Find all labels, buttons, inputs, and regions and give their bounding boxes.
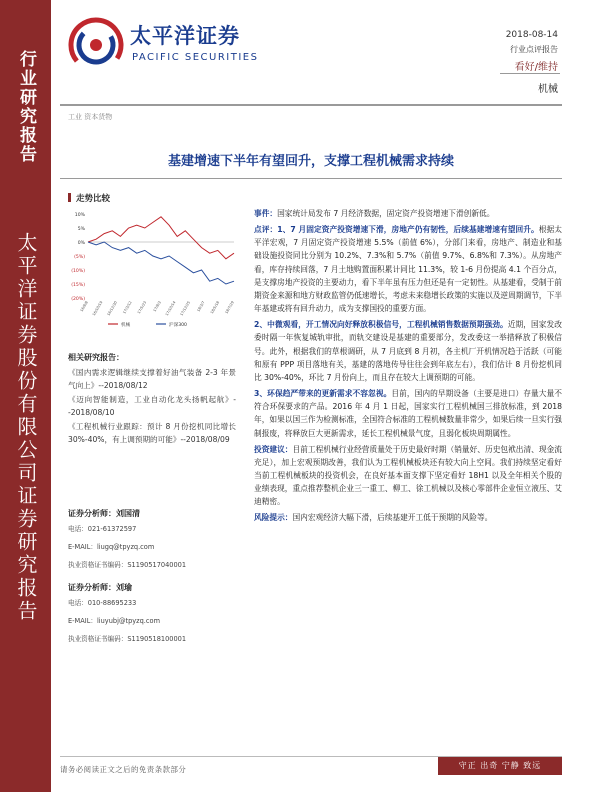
analyst-license: 执业资格证书编码：S1190517040001 bbox=[68, 561, 187, 569]
brand-logo bbox=[68, 14, 258, 76]
related-title: 《国内需求逻辑继续支撑着好油气装备 2-3 年景气向上》 bbox=[68, 368, 236, 390]
company-motto: 守正 出奇 宁静 致远 bbox=[438, 757, 562, 775]
title-divider bbox=[60, 178, 562, 179]
analyst-email[interactable]: E-MAIL：liugq@tpyzq.com bbox=[68, 543, 155, 551]
series-line bbox=[88, 242, 234, 284]
point1-text: 根据太平洋宏观，7 月固定资产投资增速 5.5%（前值 6%），分部门来看，房地产、制造业和基础设施投资同比分别为 10.2%、7.3%和 5.7%（前值 9.7%、6.8%和 7.3%）。从房地产看，库存持续回落，7 月土地购置面积累计同比 11.3%，较 1-6 月份提高 4.1 个百分点，是支撑房地产投资的主要动力，看下半年虽有压力但还是有一定韧性。从基建看，受制于前期资金来源和地方财政监管仍低速增长，考虑未来稳增长政策的实施以及逆周期调节，下半年基建或将有回升动力，成为支撑国投的重要方面。 bbox=[254, 225, 562, 314]
report-type: 行业点评报告 bbox=[510, 45, 558, 54]
related-item[interactable] bbox=[68, 393, 236, 419]
x-tick-label: 18/7/29 bbox=[224, 300, 235, 315]
y-tick-label: 10% bbox=[74, 213, 85, 218]
analyst-card bbox=[68, 508, 238, 579]
point2-text: 近期，国家发改委时隔一年恢复城轨审批，而轨交建设是基建的重要部分，发改委这一举措释放了积极信号。此外，根据我们的草根调研，从 7 月底到 8 月初，各主机厂开机情况趋于活跃（可能和原有 PPP 项目落地有关，基建的落地传导往往会到年底左右），我们估计 8 月份挖机同比 30%-40%，环比 7 月份向上，而且存在较大上调预期的可能。 bbox=[254, 320, 562, 382]
rating: 看好/维持 bbox=[514, 62, 558, 73]
x-tick-label: 17/5/23 bbox=[136, 300, 148, 315]
logo-mark-icon bbox=[68, 14, 128, 74]
heading-marker bbox=[68, 193, 71, 202]
related-item[interactable] bbox=[68, 366, 236, 392]
x-tick-label: 17/12/25 bbox=[179, 300, 192, 317]
trend-chart bbox=[68, 206, 238, 331]
header-divider bbox=[500, 73, 560, 74]
related-item[interactable] bbox=[68, 420, 236, 446]
advice-paragraph bbox=[254, 443, 562, 509]
analyst-phone: 电话：010-88695233 bbox=[68, 599, 137, 607]
point1-label: 点评： bbox=[254, 225, 278, 235]
point3-heading: 3、环保趋严带来的更新需求不容忽视。 bbox=[254, 389, 392, 399]
analyst-card bbox=[68, 582, 238, 653]
related-heading: 相关研究报告： bbox=[68, 353, 124, 362]
y-tick-label: (20%) bbox=[71, 297, 85, 302]
chart-heading-text: 走势比较 bbox=[76, 194, 111, 204]
event-paragraph bbox=[254, 207, 562, 220]
top-divider bbox=[60, 104, 562, 106]
risk-text: 国内宏观经济大幅下滑，后续基建开工低于预期的风险等。 bbox=[292, 513, 493, 523]
point2-paragraph bbox=[254, 318, 562, 384]
analyst-email[interactable]: E-MAIL：liuyubj@tpyzq.com bbox=[68, 617, 160, 625]
event-label: 事件： bbox=[254, 209, 278, 218]
sidebar bbox=[0, 0, 51, 792]
report-title: 基建增速下半年有望回升，支撑工程机械需求持续 bbox=[167, 154, 454, 169]
point3-paragraph bbox=[254, 387, 562, 440]
x-tick-label: 18/5/18 bbox=[209, 300, 221, 315]
company-name-vertical: 太平洋证券股份有限公司证券研究报告 bbox=[14, 232, 38, 623]
analyst-license: 执业资格证书编码：S1190518100001 bbox=[68, 635, 187, 643]
risk-label: 风险提示： bbox=[254, 513, 293, 523]
related-date: --2018/08/09 bbox=[180, 435, 230, 444]
point1-paragraph bbox=[254, 223, 562, 315]
legend-label: 机械 bbox=[121, 322, 131, 328]
related-title: 《工程机械行业跟踪：预计 8 月份挖机同比增长 30%-40%，有上调预期的可能》 bbox=[68, 422, 236, 444]
related-list bbox=[68, 366, 236, 447]
event-text: 国家统计局发布 7 月经济数据，固定资产投资增速下滑创新低。 bbox=[277, 209, 495, 218]
advice-label: 投资建议： bbox=[254, 444, 293, 454]
logo-name-en: PACIFIC SECURITIES bbox=[132, 52, 259, 63]
related-title: 《迈向智能制造，工业自动化龙头扬帆起航》 bbox=[68, 395, 234, 404]
advice-text: 目前工程机械行业经营质量处于历史最好时期（销量好、历史包袱出清、现金流充足），加上宏观预期改善，我们认为工程机械板块还有较大向上空间。我们持续坚定看好当前工程机械板块的投资机会，在良好基本面支撑下坚定看好 18H1 以及全年相关个股的业绩表现，重点推荐整机企业三一重工、柳工、徐工机械以及核心零部件企业恒立液压、艾迪精密。 bbox=[254, 444, 562, 507]
analyst-name: 证券分析师：刘国清 bbox=[68, 509, 140, 518]
legend-label: 沪深300 bbox=[169, 322, 187, 328]
point1-heading: 1、7 月固定资产投资增速下滑，房地产仍有韧性，后续基建增速有望回升。 bbox=[277, 225, 539, 235]
logo-name-cn: 太平洋证券 bbox=[130, 24, 240, 48]
analyst-phone: 电话：021-61372597 bbox=[68, 525, 137, 533]
x-tick-label: 17/10/14 bbox=[164, 300, 177, 317]
y-tick-label: 5% bbox=[77, 227, 85, 232]
report-date: 2018-08-14 bbox=[505, 30, 558, 40]
x-tick-label: 18/3/7 bbox=[196, 300, 206, 313]
point3-text: 目前，国内的早期设备（主要是进口）存量大量不符合环保要求的产品。2016 年 4 月 1 日起，国家实行工程机械国三排放标准，到 2018 年，如果以国三作为检测标准，全国符合标准的工程机械数量非常少，如果后续一旦实行强制报废，将释放巨大更新需求，延长工程机械景气度，且弱化板块周期属性。 bbox=[254, 389, 562, 438]
y-tick-label: (5%) bbox=[74, 255, 85, 260]
x-tick-label: 17/3/12 bbox=[122, 300, 133, 315]
series-line bbox=[88, 217, 234, 259]
x-tick-label: 16/8/8 bbox=[79, 300, 89, 313]
x-tick-label: 16/12/30 bbox=[106, 300, 119, 317]
point2-heading: 2、中微观看，开工情况向好释放积极信号，工程机械销售数据预期强劲。 bbox=[254, 320, 508, 330]
x-tick-label: 16/10/19 bbox=[91, 300, 104, 317]
analyst-name: 证券分析师：刘瑜 bbox=[68, 583, 132, 592]
related-date: --2018/08/12 bbox=[98, 381, 148, 390]
related-date: --2018/08/10 bbox=[68, 395, 236, 417]
y-tick-label: (15%) bbox=[71, 283, 85, 288]
y-tick-label: 0% bbox=[77, 241, 85, 246]
chart-heading bbox=[68, 192, 110, 204]
x-tick-label: 17/8/3 bbox=[152, 300, 162, 313]
industry: 机械 bbox=[538, 84, 558, 95]
risk-paragraph bbox=[254, 511, 562, 524]
report-body bbox=[254, 207, 562, 528]
y-tick-label: (10%) bbox=[71, 269, 85, 274]
disclaimer: 请务必阅读正文之后的免责条款部分 bbox=[60, 765, 187, 774]
report-category: 行业研究报告 bbox=[16, 50, 36, 164]
breadcrumb: 工业 资本货物 bbox=[68, 113, 113, 121]
